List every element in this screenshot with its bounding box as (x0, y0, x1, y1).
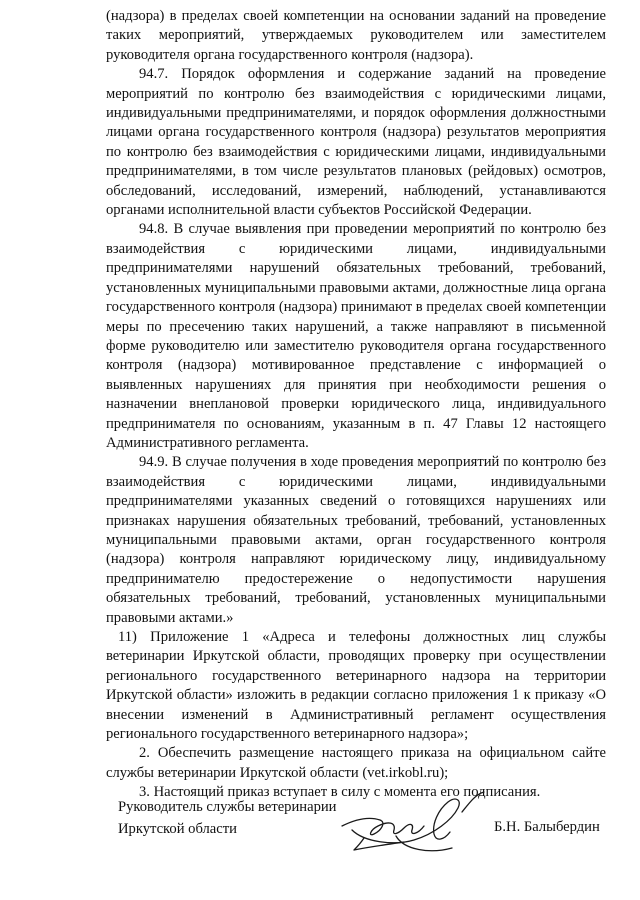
paragraph-94-8: 94.8. В случае выявления при проведении мероприятий по контролю без взаимодействия с юридическими лицами, индивидуальными предпринимателями нарушений обязательных требований, требований, установленных муниципальными правовыми актами, должностные лица органа государственного контроля (надзора) принимают в пределах своей компетенции меры по пресечению таких нарушений, а также направляют в письменной форме руководителю или заместителю руководителя органа государственного контроля (надзора) мотивированное представление с информацией о выявленных нарушениях для принятия при необходимости решения о назначении внеплановой проверки юридического лица, индивидуального предпринимателя по основаниям, указанным в п. 47 Главы 12 настоящего Административного регламента. (106, 221, 606, 451)
document-body (106, 7, 606, 803)
signature-block (118, 796, 618, 876)
signatory-name: Б.Н. Балыбердин (494, 819, 600, 835)
handwritten-signature (334, 790, 494, 860)
paragraph-item-3: 3. Настоящий приказ вступает в силу с момента его подписания. (139, 784, 541, 801)
signatory-position-line-2: Иркутской области (118, 821, 237, 837)
paragraph-94-7: 94.7. Порядок оформления и содержание заданий на проведение мероприятий по контролю без взаимодействия с юридическими лицами, индивидуальными предпринимателями, и порядок оформления должностными лицами органа государственного контроля (надзора) результатов мероприятия по контролю без взаимодействия с юридическими лицами, индивидуальными предпринимателями, в том числе результатов плановых (рейдовых) осмотров, обследований, исследований, измерений, наблюдений, устанавливаются органами исполнительной власти субъектов Российской Федерации. (106, 66, 606, 219)
paragraph-item-11: 11) Приложение 1 «Адреса и телефоны должностных лиц службы ветеринарии Иркутской области, проводящих проверку при осуществлении регионального государственного ветеринарного надзора на территории Иркутской области» изложить в редакции согласно приложения 1 к приказу «О внесении изменений в Административный регламент осуществления регионального государственного ветеринарного надзора»; (106, 629, 606, 743)
signatory-position-line-1: Руководитель службы ветеринарии (118, 799, 337, 815)
paragraph-item-2: 2. Обеспечить размещение настоящего приказа на официальном сайте службы ветеринарии Иркутской области (vet.irkobl.ru); (106, 745, 606, 781)
paragraph-94-9: 94.9. В случае получения в ходе проведения мероприятий по контролю без взаимодействия с юридическими лицами, индивидуальными предпринимателями указанных сведений о готовящихся нарушениях или признаках нарушения обязательных требований, требований, установленных муниципальными правовыми актами, орган государственного контроля (надзора) контроля направляют юридическому лицу, индивидуальному предпринимателю предостережение о недопустимости нарушения обязательных требований, требований, установленных муниципальными правовыми актами.» (106, 454, 606, 626)
paragraph-continuation: (надзора) в пределах своей компетенции на основании заданий на проведение таких мероприятий, утверждаемых руководителем или заместителем руководителя органа государственного контроля (надзора). (106, 8, 606, 63)
